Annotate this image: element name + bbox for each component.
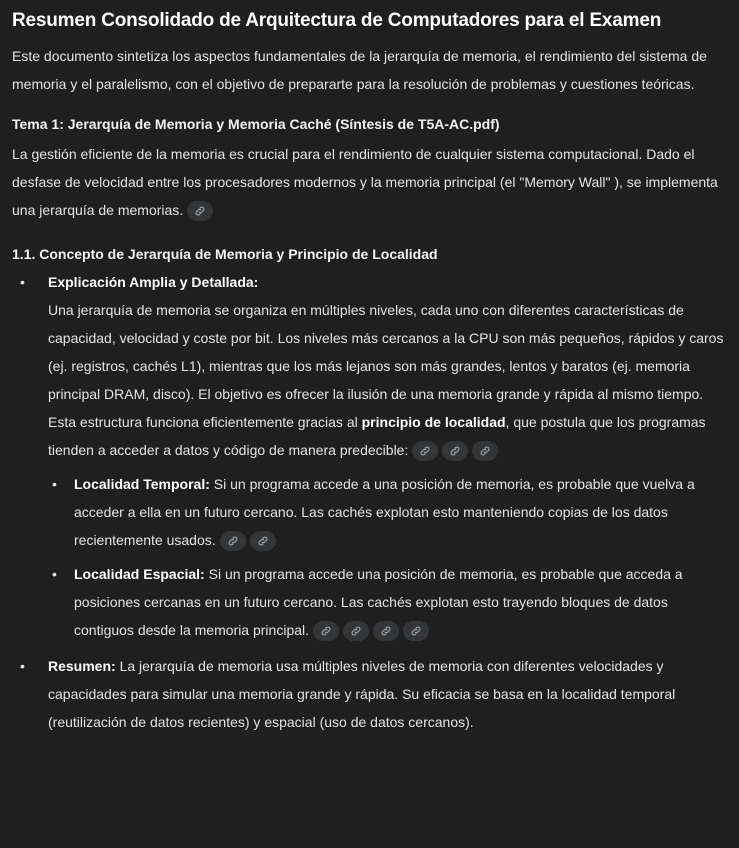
source-link-chip[interactable] <box>313 621 339 641</box>
explanation-text-1: Una jerarquía de memoria se organiza en múltiples niveles, cada uno con diferentes características de capacidad, velocidad y coste por bit. Los niveles más cercanos a la CPU son más pequeños, rápidos y caros (ej. registros, cachés L1), mientras que los más lejanos son más grandes, lentos y baratos (ej. memoria principal DRAM, disco). El objetivo es ofrecer la ilusión de una memoria grande y rápida al mismo tiempo. <box>48 302 724 402</box>
locality-list <box>48 470 727 644</box>
link-icon <box>410 625 422 637</box>
list-item-temporal-locality <box>48 470 727 554</box>
link-icon <box>350 625 362 637</box>
locality-principle-term: principio de localidad <box>361 414 506 430</box>
list-item-spatial-locality <box>48 560 727 644</box>
page-title: Resumen Consolidado de Arquitectura de Computadores para el Examen <box>12 10 662 31</box>
source-link-chip[interactable] <box>442 441 468 461</box>
source-link-chip[interactable] <box>187 201 213 221</box>
summary-label: Resumen: <box>48 658 116 674</box>
link-icon <box>194 205 206 217</box>
link-icon <box>449 445 461 457</box>
section-1-1-heading: 1.1. Concepto de Jerarquía de Memoria y Principio de Localidad <box>12 246 438 262</box>
section-1-1-list <box>12 268 727 736</box>
temporal-locality-label: Localidad Temporal: <box>74 476 210 492</box>
temporal-locality-text: Si un programa accede a una posición de memoria, es probable que vuelva a acceder a ella en un futuro cercano. Las cachés explotan esto manteniendo copias de los datos recientemente usados. <box>74 476 695 548</box>
topic-1-paragraph <box>12 140 727 224</box>
summary-text: La jerarquía de memoria usa múltiples niveles de memoria con diferentes velocidades y capacidades para simular una memoria grande y rápida. Su eficacia se basa en la localidad temporal (reutilización de datos recientes) y espacial (uso de datos cercanos). <box>48 658 676 730</box>
spatial-locality-text: Si un programa accede una posición de memoria, es probable que acceda a posiciones cercanas en un futuro cercano. Las cachés explotan esto trayendo bloques de datos contiguos desde la memoria principal. <box>74 566 683 638</box>
explanation-text-2-before: Esta estructura funciona eficientemente gracias al <box>48 414 362 430</box>
explanation-text-2-after: , que postula que los programas tienden a acceder a datos y código de manera predecible: <box>48 414 706 458</box>
intro-paragraph: Este documento sintetiza los aspectos fundamentales de la jerarquía de memoria, el rendimiento del sistema de memoria y el paralelismo, con el objetivo de prepararte para la resolución de problemas y cuestiones teóricas. <box>12 48 707 92</box>
link-icon <box>257 535 269 547</box>
source-link-chip[interactable] <box>343 621 369 641</box>
source-link-chip[interactable] <box>412 441 438 461</box>
link-icon <box>479 445 491 457</box>
source-link-chip[interactable] <box>220 531 246 551</box>
topic-1-text: La gestión eficiente de la memoria es crucial para el rendimiento de cualquier sistema computacional. Dado el desfase de velocidad entre los procesadores modernos y la memoria principal (el "Memory Wall" ), se implementa una jerarquía de memorias. <box>12 146 718 218</box>
link-icon <box>227 535 239 547</box>
source-link-chip[interactable] <box>403 621 429 641</box>
topic-1-heading: Tema 1: Jerarquía de Memoria y Memoria Caché (Síntesis de T5A-AC.pdf) <box>12 116 500 132</box>
source-link-chip[interactable] <box>373 621 399 641</box>
link-icon <box>320 625 332 637</box>
explanation-item <box>12 268 727 644</box>
summary-item <box>12 652 727 736</box>
explanation-label: Explicación Amplia y Detallada: <box>48 274 259 290</box>
link-icon <box>419 445 431 457</box>
link-icon <box>380 625 392 637</box>
source-link-chip[interactable] <box>250 531 276 551</box>
source-link-chip[interactable] <box>472 441 498 461</box>
spatial-locality-label: Localidad Espacial: <box>74 566 205 582</box>
